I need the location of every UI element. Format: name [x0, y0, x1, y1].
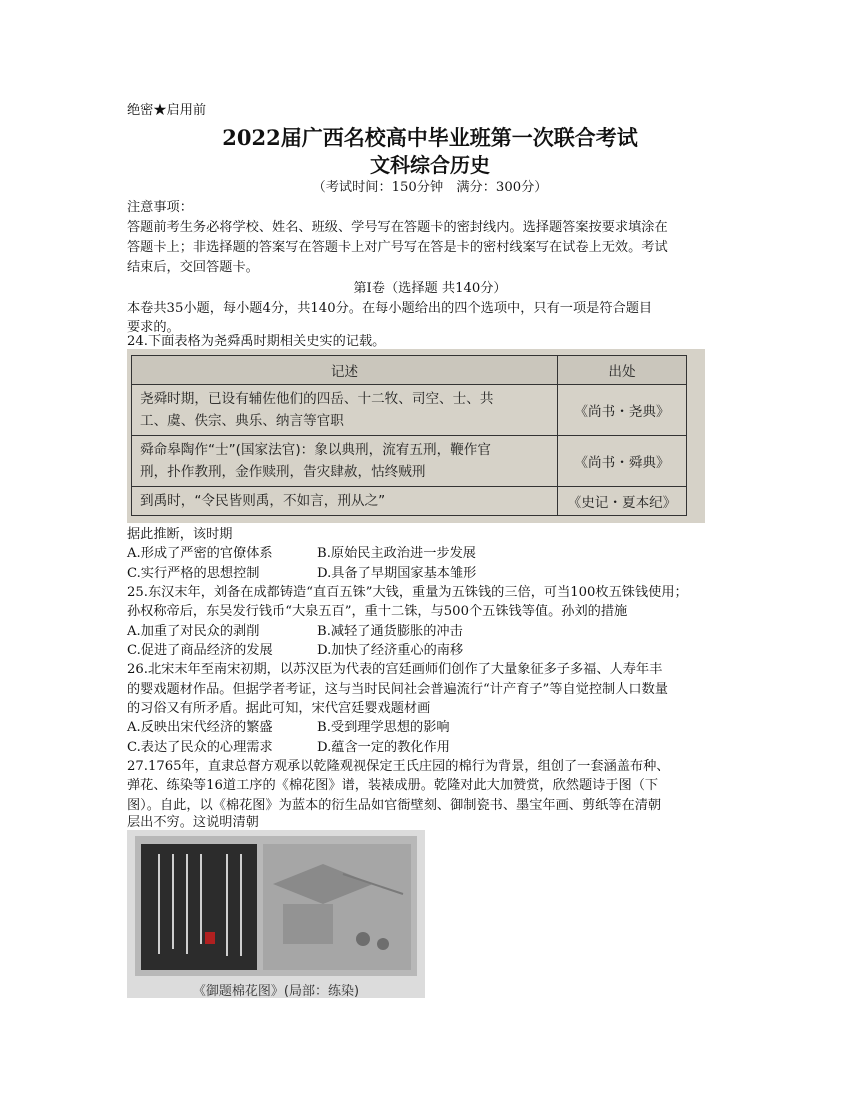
- table-cell-record: [132, 487, 558, 516]
- exam-info: （考试时间：150分钟 满分：300分）: [312, 180, 548, 195]
- q24-options-row: [127, 544, 476, 564]
- table-row: [132, 385, 687, 436]
- table-cell-source: 《尚书・尧典》: [558, 385, 687, 436]
- q27-stem-line: 图）。自此，以《棉花图》为蓝本的衍生品如官衙壁刻、御制瓷书、墨宝年画、剪纸等在清朝: [127, 798, 662, 813]
- q24-table: [131, 355, 687, 516]
- q26-options-row: [127, 738, 450, 758]
- option-b[interactable]: B.受到理学思想的影响: [317, 720, 450, 735]
- table-cell-record: [132, 385, 558, 436]
- table-row: [132, 487, 687, 516]
- option-a[interactable]: A.反映出宋代经济的繁盛: [127, 720, 273, 735]
- exam-title: 2022届广西名校高中毕业班第一次联合考试: [222, 125, 638, 150]
- option-d[interactable]: D.具备了早期国家基本雏形: [317, 566, 477, 581]
- q26-stem-line: 的婴戏题材作品。但据学者考证，这与当时民间社会普遍流行“计产育子”等自觉控制人口数量: [127, 682, 668, 697]
- option-d[interactable]: D.加快了经济重心的南移: [317, 643, 464, 658]
- q25-options-row: [127, 622, 463, 642]
- option-a[interactable]: A.加重了对民众的剥削: [127, 624, 260, 639]
- q24-table-photo: [127, 349, 705, 523]
- q26-stem-line: 26.北宋末年至南宋初期，以苏汉臣为代表的宫廷画师们创作了大量象征多子多福、人寿年丰: [127, 662, 663, 677]
- notice-line: 答题前考生务必将学校、姓名、班级、学号写在答题卡的密封线内。选择题答案按要求填涂在: [127, 220, 668, 235]
- dyeing-scene: [263, 844, 411, 970]
- dyeing-scene-panel: [263, 844, 411, 970]
- option-c[interactable]: C.实行严格的思想控制: [127, 566, 260, 581]
- record-line: 舜命皋陶作“士”(国家法官)：象以典刑，流宥五刑，鞭作官: [140, 442, 491, 458]
- record-line: 工、虞、佚宗、典乐、纳言等官职: [140, 413, 344, 429]
- calligraphy-strokes: [141, 844, 257, 970]
- table-header: 出处: [558, 356, 687, 385]
- option-d[interactable]: D.蕴含一定的教化作用: [317, 740, 450, 755]
- q24-lead: 据此推断，该时期: [127, 527, 233, 542]
- q27-stem-line: 层出不穷。这说明清朝: [127, 815, 259, 830]
- table-header: 记述: [132, 356, 558, 385]
- record-line: 到禹时，“令民皆则禹，不如言，刑从之”: [140, 493, 386, 509]
- notice-line: 答题卡上；非选择题的答案写在答题卡上对广号写在答是卡的密村线案写在试卷上无效。考试: [127, 240, 668, 255]
- table-cell-source: 《史记・夏本纪》: [558, 487, 687, 516]
- section-title: 第I卷（选择题 共140分）: [353, 281, 507, 296]
- table-row: [132, 436, 687, 487]
- table-cell-record: [132, 436, 558, 487]
- q24-options-row: [127, 564, 476, 584]
- q27-painting-photo: [127, 830, 425, 998]
- table-cell-source: 《尚书・舜典》: [558, 436, 687, 487]
- notice-heading: 注意事项：: [127, 200, 193, 215]
- option-c[interactable]: C.促进了商品经济的发展: [127, 643, 273, 658]
- option-c[interactable]: C.表达了民众的心理需求: [127, 740, 273, 755]
- q26-options-row: [127, 718, 450, 738]
- record-line: 尧舜时期，已设有辅佐他们的四岳、十二牧、司空、士、共: [140, 391, 494, 407]
- option-b[interactable]: B.减轻了通货膨胀的冲击: [317, 624, 463, 639]
- q25-stem-line: 孙权称帝后，东吴发行钱币“大泉五百”，重十二铢，与500个五铢钱等值。孙刘的措施: [127, 604, 628, 619]
- option-a[interactable]: A.形成了严密的官僚体系: [127, 546, 273, 561]
- record-line: 刑，扑作教刑，金作赎刑，眚灾肆赦，怙终贼刑: [140, 464, 426, 480]
- q25-options-row: [127, 641, 463, 661]
- section-intro-line: 本卷共35小题，每小题4分，共140分。在每小题给出的四个选项中，只有一项是符合题目: [127, 301, 653, 316]
- q25-stem-line: 25.东汉末年，刘备在成都铸造“直百五铢”大钱，重量为五铢钱的三倍，可当100枚五铢钱使用；: [127, 585, 688, 600]
- q27-stem-line: 27.1765年，直隶总督方观承以乾隆观视保定王氏庄园的棉行为背景，组创了一套涵盖布种、: [127, 759, 670, 774]
- notice-line: 结束后，交回答题卡。: [127, 260, 259, 275]
- q26-stem-line: 的习俗又有所矛盾。据此可知，宋代宫廷婴戏题材画: [127, 701, 431, 716]
- secret-label: 绝密★启用前: [127, 103, 207, 118]
- option-b[interactable]: B.原始民主政治进一步发展: [317, 546, 476, 561]
- q27-stem-line: 弹花、练染等16道工序的《棉花图》谱，装裱成册。乾隆对此大加赞赏，欣然题诗于图（下: [127, 778, 659, 793]
- poem-panel: [141, 844, 257, 970]
- q24-stem: 24.下面表格为尧舜禹时期相关史实的记载。: [127, 334, 386, 349]
- painting-caption: 《御题棉花图》(局部：练染): [192, 984, 360, 998]
- exam-subtitle: 文科综合历史: [370, 153, 490, 177]
- section-intro-line: 要求的。: [127, 320, 180, 335]
